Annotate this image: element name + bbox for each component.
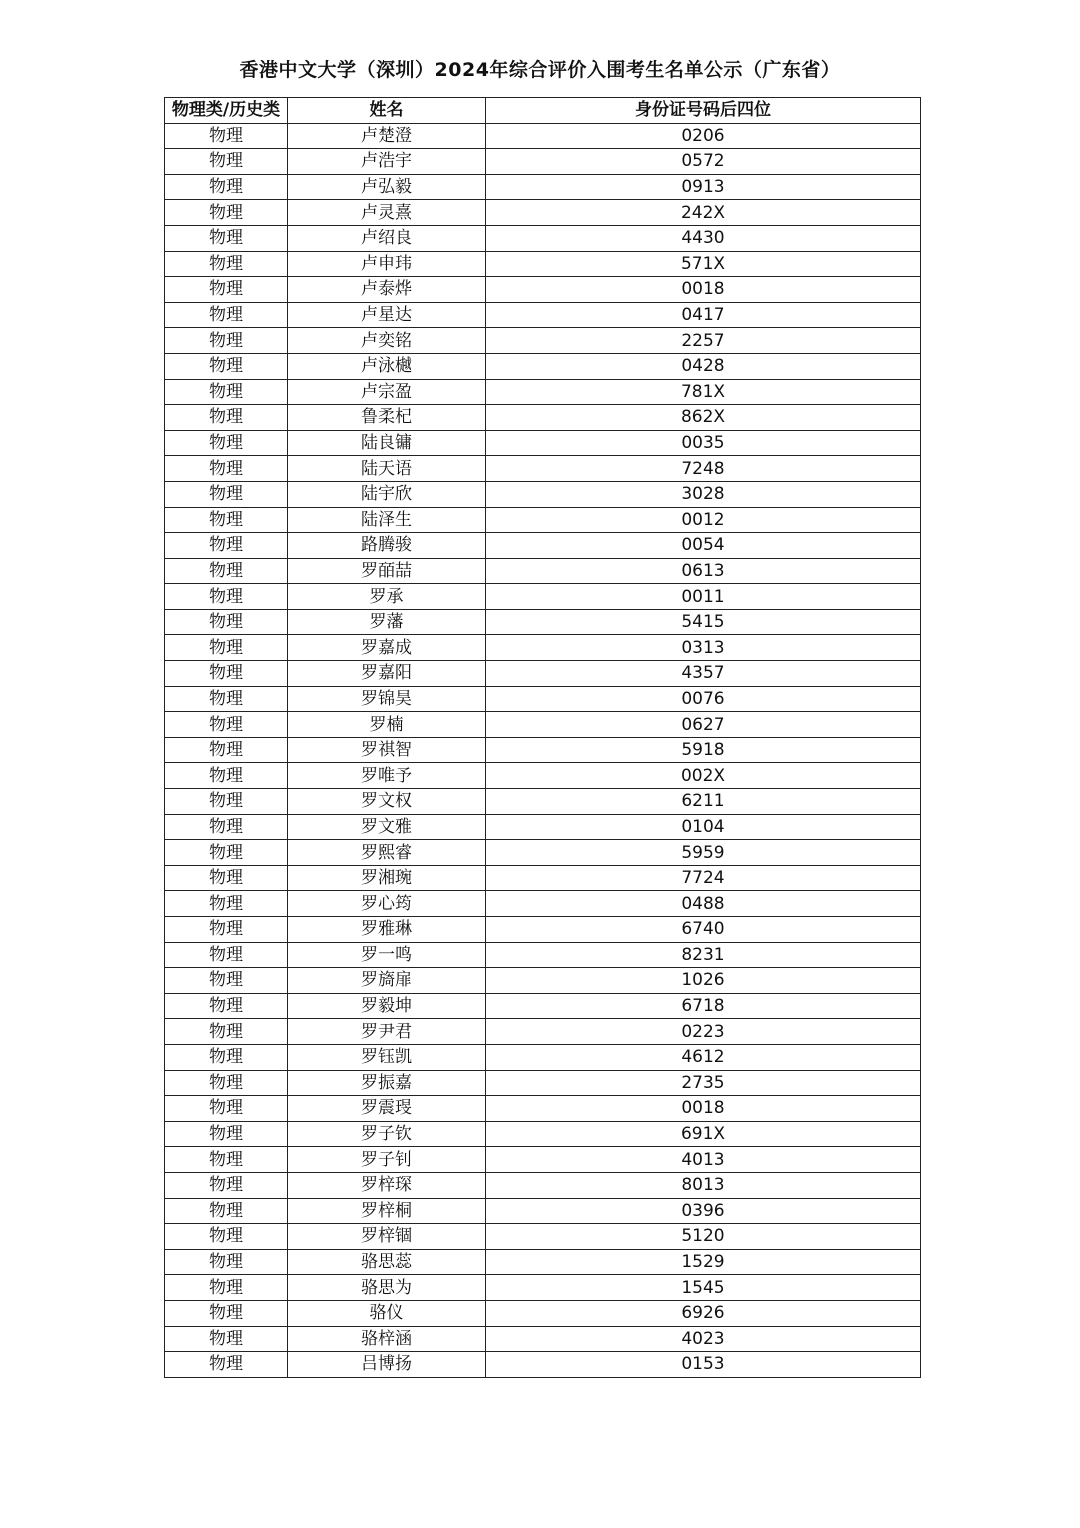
cell-name: 骆思蕊 [288,1249,486,1275]
table-row [165,481,921,507]
table-row [165,1352,921,1378]
cell-name: 卢泰烨 [288,277,486,303]
cell-id-last-four: 6211 [486,789,921,815]
cell-name: 罗锦昊 [288,686,486,712]
cell-name: 罗承 [288,584,486,610]
table-row [165,1326,921,1352]
table-row [165,200,921,226]
cell-name: 吕博扬 [288,1352,486,1378]
cell-name: 罗楠 [288,712,486,738]
cell-name: 罗心筠 [288,891,486,917]
cell-name: 骆思为 [288,1275,486,1301]
cell-name: 卢浩宇 [288,149,486,175]
cell-subject-type: 物理 [165,1224,288,1250]
table-row [165,1070,921,1096]
table-row [165,149,921,175]
table-row [165,379,921,405]
table-row [165,1147,921,1173]
cell-id-last-four: 0488 [486,891,921,917]
cell-subject-type: 物理 [165,430,288,456]
cell-name: 罗祺智 [288,737,486,763]
table-row [165,763,921,789]
table-row [165,1096,921,1122]
cell-subject-type: 物理 [165,405,288,431]
cell-id-last-four: 571X [486,251,921,277]
cell-id-last-four: 242X [486,200,921,226]
cell-subject-type: 物理 [165,1070,288,1096]
cell-subject-type: 物理 [165,1275,288,1301]
cell-id-last-four: 781X [486,379,921,405]
cell-id-last-four: 0913 [486,174,921,200]
cell-name: 罗子钊 [288,1147,486,1173]
cell-subject-type: 物理 [165,609,288,635]
table-row [165,328,921,354]
table-row [165,507,921,533]
table-row [165,277,921,303]
cell-subject-type: 物理 [165,456,288,482]
cell-subject-type: 物理 [165,302,288,328]
cell-id-last-four: 0417 [486,302,921,328]
document-title: 香港中文大学（深圳）2024年综合评价入围考生名单公示（广东省） [239,59,841,81]
cell-subject-type: 物理 [165,1121,288,1147]
cell-id-last-four: 0012 [486,507,921,533]
table-row [165,1121,921,1147]
table-row [165,635,921,661]
cell-name: 卢奕铭 [288,328,486,354]
cell-subject-type: 物理 [165,1326,288,1352]
table-row [165,1249,921,1275]
table-row [165,917,921,943]
cell-id-last-four: 0153 [486,1352,921,1378]
cell-subject-type: 物理 [165,379,288,405]
table-row [165,942,921,968]
cell-id-last-four: 0104 [486,814,921,840]
cell-id-last-four: 0572 [486,149,921,175]
cell-name: 罗湘琬 [288,865,486,891]
cell-subject-type: 物理 [165,558,288,584]
cell-name: 路腾骏 [288,533,486,559]
cell-subject-type: 物理 [165,584,288,610]
table-body [165,123,921,1377]
cell-id-last-four: 4357 [486,661,921,687]
cell-id-last-four: 5120 [486,1224,921,1250]
table-row [165,558,921,584]
candidate-table [164,97,921,1378]
cell-name: 罗梓锢 [288,1224,486,1250]
cell-id-last-four: 4612 [486,1044,921,1070]
cell-name: 卢绍良 [288,225,486,251]
cell-subject-type: 物理 [165,763,288,789]
table-row [165,1300,921,1326]
cell-id-last-four: 6926 [486,1300,921,1326]
table-row [165,686,921,712]
cell-id-last-four: 002X [486,763,921,789]
table-row [165,1019,921,1045]
cell-name: 卢泳樾 [288,353,486,379]
header-name: 姓名 [288,98,486,124]
table-row [165,1198,921,1224]
cell-name: 陆良镛 [288,430,486,456]
cell-id-last-four: 5959 [486,840,921,866]
table-row [165,737,921,763]
cell-name: 卢宗盈 [288,379,486,405]
cell-name: 罗熙睿 [288,840,486,866]
header-id-last-four: 身份证号码后四位 [486,98,921,124]
candidate-table-container [164,97,920,1378]
cell-subject-type: 物理 [165,661,288,687]
cell-id-last-four: 5415 [486,609,921,635]
table-row [165,789,921,815]
cell-subject-type: 物理 [165,1352,288,1378]
table-row [165,430,921,456]
cell-subject-type: 物理 [165,533,288,559]
cell-subject-type: 物理 [165,1096,288,1122]
cell-subject-type: 物理 [165,277,288,303]
cell-name: 罗一鸣 [288,942,486,968]
cell-id-last-four: 6718 [486,993,921,1019]
cell-subject-type: 物理 [165,968,288,994]
cell-id-last-four: 0054 [486,533,921,559]
cell-name: 罗文权 [288,789,486,815]
cell-id-last-four: 691X [486,1121,921,1147]
table-row [165,174,921,200]
table-row [165,1275,921,1301]
cell-subject-type: 物理 [165,123,288,149]
table-row [165,609,921,635]
cell-subject-type: 物理 [165,225,288,251]
cell-subject-type: 物理 [165,712,288,738]
cell-id-last-four: 862X [486,405,921,431]
cell-subject-type: 物理 [165,917,288,943]
cell-subject-type: 物理 [165,353,288,379]
table-row [165,993,921,1019]
cell-subject-type: 物理 [165,635,288,661]
cell-name: 骆仪 [288,1300,486,1326]
cell-name: 罗藩 [288,609,486,635]
cell-name: 罗梓琛 [288,1172,486,1198]
table-row [165,1224,921,1250]
table-row [165,712,921,738]
cell-id-last-four: 0613 [486,558,921,584]
cell-id-last-four: 6740 [486,917,921,943]
cell-id-last-four: 0313 [486,635,921,661]
table-row [165,225,921,251]
cell-id-last-four: 2735 [486,1070,921,1096]
cell-subject-type: 物理 [165,1019,288,1045]
cell-name: 罗毅坤 [288,993,486,1019]
cell-subject-type: 物理 [165,328,288,354]
cell-id-last-four: 0627 [486,712,921,738]
table-row [165,456,921,482]
cell-id-last-four: 0018 [486,1096,921,1122]
cell-name: 卢楚澄 [288,123,486,149]
cell-name: 罗尹君 [288,1019,486,1045]
cell-subject-type: 物理 [165,1198,288,1224]
cell-subject-type: 物理 [165,1147,288,1173]
cell-id-last-four: 1529 [486,1249,921,1275]
cell-name: 卢灵熹 [288,200,486,226]
table-row [165,251,921,277]
table-row [165,1044,921,1070]
cell-id-last-four: 0223 [486,1019,921,1045]
cell-name: 卢申玮 [288,251,486,277]
cell-name: 陆天语 [288,456,486,482]
cell-subject-type: 物理 [165,865,288,891]
table-row [165,891,921,917]
cell-subject-type: 物理 [165,840,288,866]
cell-name: 卢星达 [288,302,486,328]
cell-id-last-four: 0035 [486,430,921,456]
table-row [165,533,921,559]
cell-subject-type: 物理 [165,686,288,712]
cell-subject-type: 物理 [165,1172,288,1198]
cell-name: 罗嘉阳 [288,661,486,687]
table-row [165,968,921,994]
cell-name: 罗旖扉 [288,968,486,994]
cell-subject-type: 物理 [165,789,288,815]
cell-subject-type: 物理 [165,174,288,200]
cell-name: 罗唯予 [288,763,486,789]
cell-subject-type: 物理 [165,251,288,277]
cell-name: 罗子钦 [288,1121,486,1147]
cell-id-last-four: 5918 [486,737,921,763]
cell-name: 卢弘毅 [288,174,486,200]
cell-id-last-four: 0428 [486,353,921,379]
cell-name: 罗振嘉 [288,1070,486,1096]
table-row [165,1172,921,1198]
cell-id-last-four: 2257 [486,328,921,354]
cell-id-last-four: 7248 [486,456,921,482]
cell-subject-type: 物理 [165,1300,288,1326]
table-row [165,353,921,379]
cell-subject-type: 物理 [165,1249,288,1275]
cell-id-last-four: 0076 [486,686,921,712]
cell-id-last-four: 0018 [486,277,921,303]
cell-id-last-four: 0396 [486,1198,921,1224]
cell-subject-type: 物理 [165,507,288,533]
cell-id-last-four: 8231 [486,942,921,968]
cell-name: 罗震琝 [288,1096,486,1122]
cell-subject-type: 物理 [165,149,288,175]
cell-name: 陆宇欣 [288,481,486,507]
cell-id-last-four: 7724 [486,865,921,891]
cell-name: 骆梓涵 [288,1326,486,1352]
table-row [165,865,921,891]
cell-id-last-four: 4430 [486,225,921,251]
cell-subject-type: 物理 [165,993,288,1019]
table-row [165,123,921,149]
header-subject-type: 物理类/历史类 [165,98,288,124]
table-header-row [165,98,921,124]
cell-id-last-four: 8013 [486,1172,921,1198]
table-row [165,405,921,431]
cell-name: 鲁柔杞 [288,405,486,431]
cell-name: 罗梓桐 [288,1198,486,1224]
table-row [165,584,921,610]
table-row [165,840,921,866]
cell-name: 罗嘉成 [288,635,486,661]
cell-subject-type: 物理 [165,942,288,968]
cell-subject-type: 物理 [165,481,288,507]
cell-name: 罗钰凯 [288,1044,486,1070]
cell-id-last-four: 1545 [486,1275,921,1301]
cell-name: 罗皕喆 [288,558,486,584]
cell-id-last-four: 4023 [486,1326,921,1352]
cell-name: 罗雅琳 [288,917,486,943]
cell-id-last-four: 1026 [486,968,921,994]
cell-subject-type: 物理 [165,200,288,226]
cell-subject-type: 物理 [165,737,288,763]
cell-id-last-four: 0206 [486,123,921,149]
cell-subject-type: 物理 [165,1044,288,1070]
cell-name: 罗文雅 [288,814,486,840]
cell-id-last-four: 0011 [486,584,921,610]
table-row [165,661,921,687]
table-row [165,302,921,328]
cell-id-last-four: 3028 [486,481,921,507]
cell-id-last-four: 4013 [486,1147,921,1173]
cell-name: 陆泽生 [288,507,486,533]
cell-subject-type: 物理 [165,891,288,917]
table-row [165,814,921,840]
cell-subject-type: 物理 [165,814,288,840]
